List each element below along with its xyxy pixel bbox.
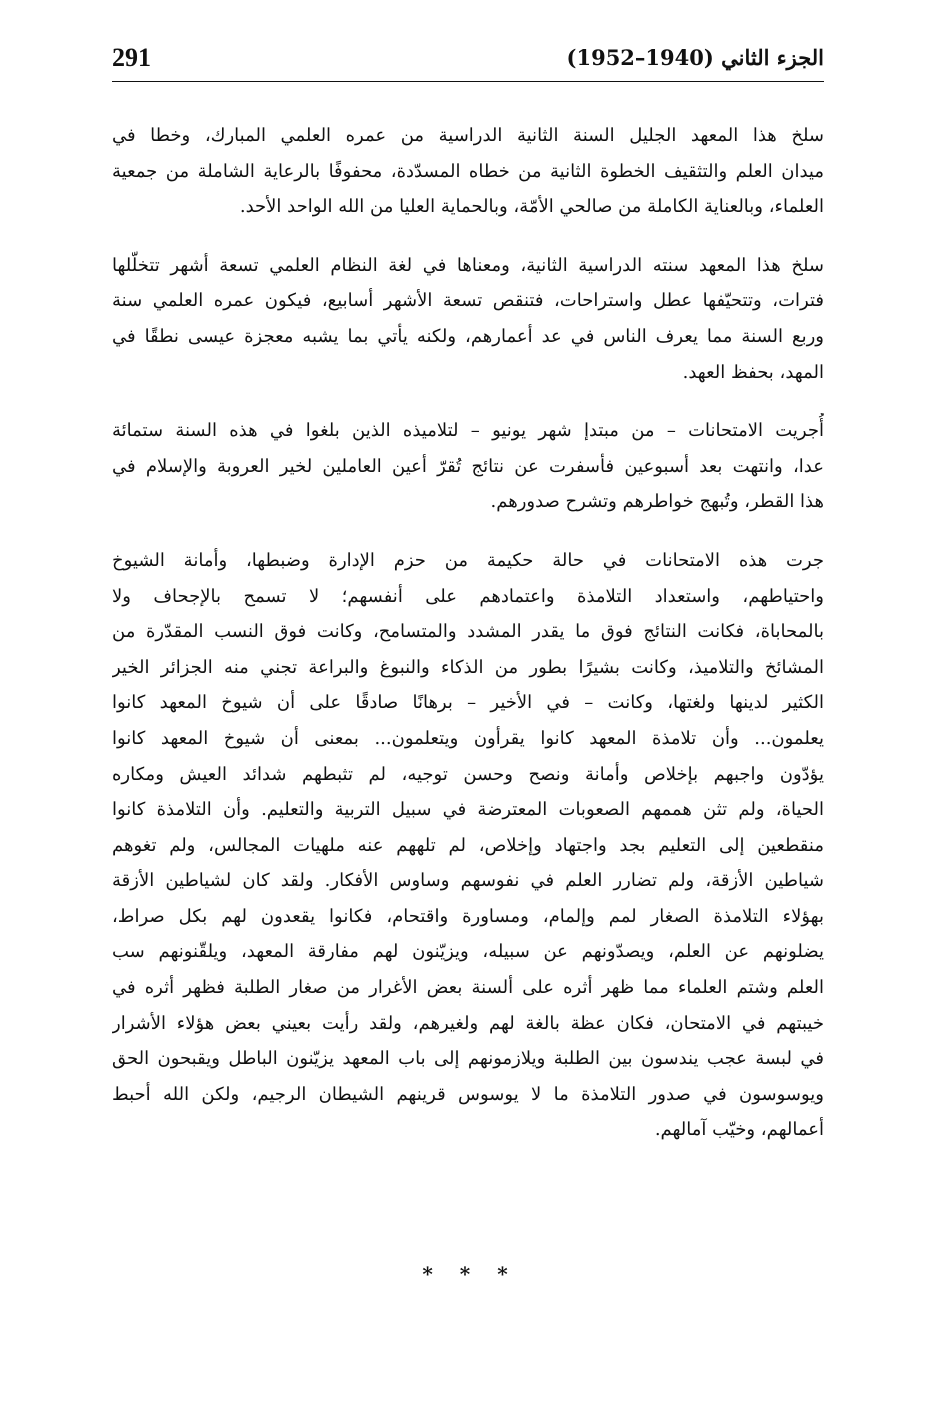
text-line: منقطعين إلى التعليم بجد واجتهاد وإخلاص، لم تلههم عنه ملهيات المجالس، ولم تغوهم	[112, 834, 824, 856]
text-line: سلخ هذا المعهد الجليل السنة الثانية الدراسية من عمره العلمي المبارك، وخطا في	[112, 125, 824, 146]
header-rule	[112, 81, 824, 82]
paragraph	[112, 248, 824, 390]
text-line: العلم وشتم العلماء مما ظهر أثره على ألسنة بعض الأغرار من صغار الطلبة فظهر أثره في	[112, 977, 824, 999]
text-line: أعمالهم، وخيّب آمالهم.	[654, 1119, 824, 1141]
text-line: المهد، بحفظ العهد.	[682, 361, 824, 383]
text-line: خيبتهم في الامتحان، فكان عظة بالغة لهم ولغيرهم، ولقد رأيت بعيني بعض هؤلاء الأشرار	[112, 1012, 824, 1034]
paragraph	[112, 118, 824, 225]
paragraph	[112, 543, 824, 1148]
text-line: واحتياطهم، واستعداد التلامذة واعتمادهم على أنفسهم؛ لا تسمح بالإجحاف ولا	[112, 585, 824, 607]
paragraph	[112, 413, 824, 520]
text-line: سلخ هذا المعهد سنته الدراسية الثانية، ومعناها في لغة النظام العلمي تسعة أشهر تتخلّلها	[112, 254, 824, 276]
text-line: يضلونهم عن العلم، ويصدّونهم عن سبيله، ويزيّنون لهم مفارقة المعهد، ويلقّنونهم سب	[112, 941, 824, 963]
body-text	[112, 118, 824, 1148]
text-line: شياطين الأزقة، ولم تضارر العلم في نفوسهم وساوس الأفكار. ولقد كان لشياطين الأزقة	[112, 870, 824, 892]
text-line: في لبسة عجب يندسون بين الطلبة ويلازمونهم إلى باب المعهد يزيّنون الباطل ويقبحون الحق	[112, 1048, 824, 1070]
text-line: ميدان العلم والتثقيف الخطوة الثانية من خطاه المسدّدة، محفوفًا بالرعاية الشاملة من جمعية	[112, 160, 824, 182]
section-separator: * * *	[422, 1262, 518, 1286]
text-line: العلماء، وبالعناية الكاملة من صالحي الأمّة، وبالحماية العليا من الله الواحد الأحد.	[239, 196, 824, 218]
text-line: يؤدّون واجبهم بإخلاص وأمانة ونصح وحسن توجيه، لم تثبطهم شدائد العيش ومكاره	[112, 763, 824, 785]
page-number: 291	[112, 43, 151, 72]
text-line: هذا القطر، وتُبهج خواطرهم وتشرح صدورهم.	[490, 491, 824, 513]
running-title: الجزء الثاني (1940–1952)	[566, 45, 824, 70]
text-line: عدا، وانتهت بعد أسبوعين فأسفرت عن نتائج تُقرّ أعين العاملين لخير العروبة والإسلام في	[112, 455, 824, 477]
text-line: يعلمون... وأن تلامذة المعهد كانوا يقرأون ويتعلمون... بمعنى أن شيوخ المعهد كانوا	[112, 727, 824, 749]
text-line: الحياة، ولم تثن هممهم الصعوبات المعترضة في سبيل التربية والتعليم. وأن التلامذة كانوا	[112, 799, 824, 821]
text-line: بالمحاباة، فكانت النتائج فوق ما يقدر المشدد والمتسامح، وكانت فوق النسب المقدّرة من	[112, 621, 824, 643]
text-line: بهؤلاء التلامذة الصغار لمم وإلمام، ومساورة واقتحام، فكانوا يقعدون لهم بكل صراط،	[112, 905, 824, 927]
text-line: أُجريت الامتحانات – من مبتدإ شهر يونيو – لتلاميذه الذين بلغوا في هذه السنة ستمائة	[112, 420, 824, 442]
text-line: ويوسوسون في صدور التلامذة ما لا يوسوس قرينهم الشيطان الرجيم، ولكن الله أحبط	[112, 1083, 824, 1105]
text-line: الكثير لدينها ولغتها، وكانت – في الأخير – برهانًا صادقًا على أن شيوخ المعهد كانوا	[112, 692, 824, 714]
page-header	[112, 38, 824, 78]
text-line: وربع السنة مما يعرف الناس في عد أعمارهم، ولكنه يأتي بما يشبه معجزة عيسى نطقًا في	[112, 325, 824, 347]
text-line: المشائخ والتلاميذ، وكانت بشيرًا بطور من الذكاء والنبوغ والبراعة تجني منه الجزائر الخير	[112, 656, 824, 678]
text-line: فترات، وتتحيّفها عطل واستراحات، فتنقص تسعة الأشهر أسابيع، فيكون عمره العلمي سنة	[112, 290, 824, 312]
text-line: جرت هذه الامتحانات في حالة حكيمة من حزم الإدارة وضبطها، وأمانة الشيوخ	[112, 549, 824, 571]
